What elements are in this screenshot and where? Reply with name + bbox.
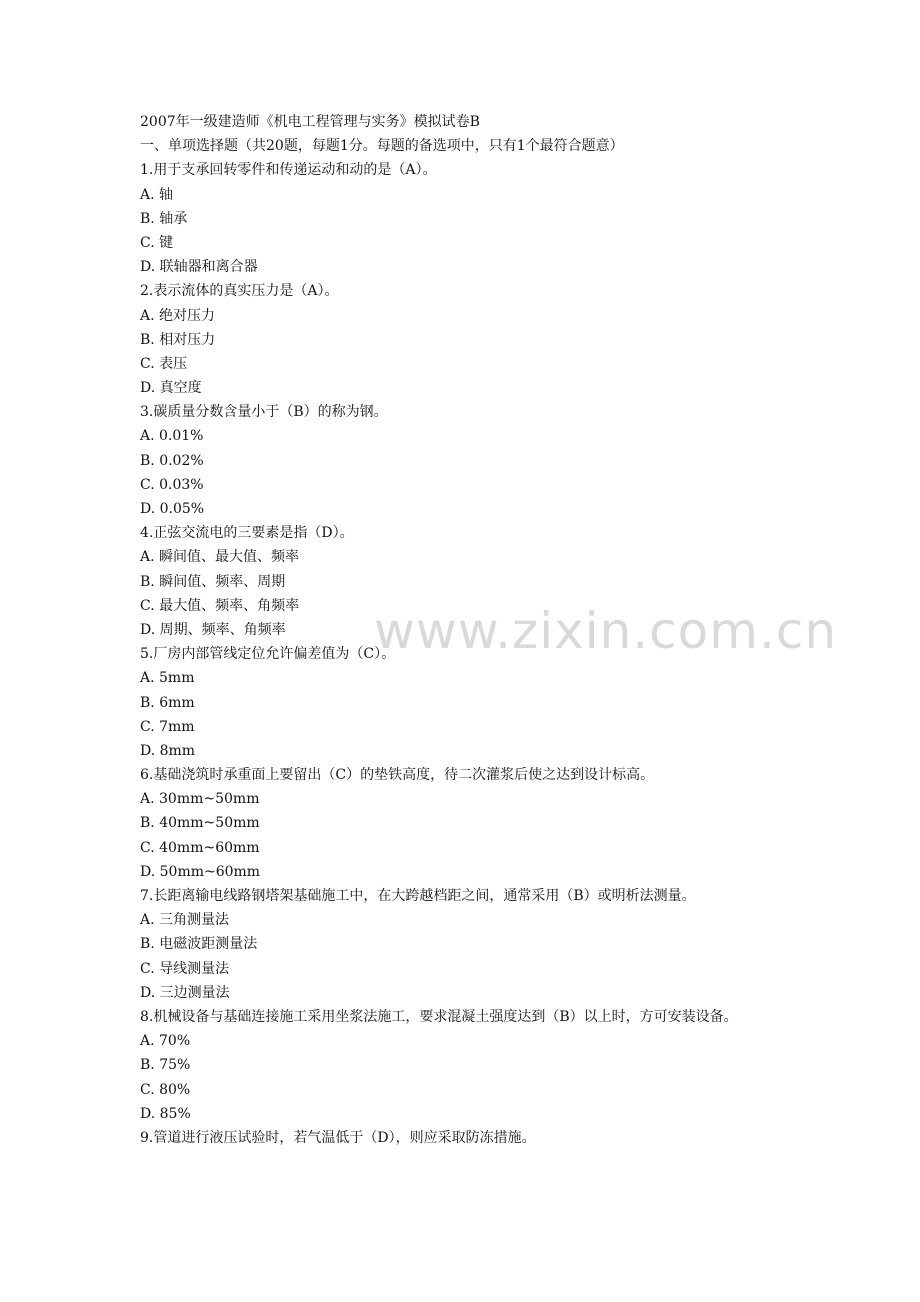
option-b: B. 40mm~50mm: [140, 815, 260, 832]
option-a: A. 三角测量法: [140, 912, 230, 929]
option-a: A. 70%: [140, 1033, 191, 1050]
option-b: B. 6mm: [140, 694, 195, 711]
option-a: A. 轴: [140, 186, 174, 203]
option-a: A. 绝对压力: [140, 307, 216, 324]
option-d: D. 真空度: [140, 380, 202, 397]
question-stem: 3.碳质量分数含量小于（B）的称为钢。: [140, 404, 388, 421]
option-d: D. 0.05%: [140, 501, 205, 517]
question-stem: 1.用于支承回转零件和传递运动和动的是（A）。: [140, 162, 437, 179]
option-d: D. 周期、频率、角频率: [140, 621, 286, 638]
question-stem: 8.机械设备与基础连接施工采用坐浆法施工，要求混凝土强度达到（B）以上时，方可安装设备。: [140, 1008, 738, 1025]
option-c: C. 80%: [140, 1081, 191, 1098]
option-a: A. 30mm~50mm: [140, 791, 260, 808]
option-b: B. 电磁波距测量法: [140, 936, 258, 953]
question-stem: 7.长距离输电线路钢塔架基础施工中，在大跨越档距之间，通常采用（B）或明析法测量。: [140, 888, 696, 904]
option-b: B. 相对压力: [140, 331, 216, 348]
section-heading: 一、单项选择题（共20题，每题1分。每题的备选项中，只有1个最符合题意）: [140, 138, 624, 155]
option-c: C. 表压: [140, 355, 188, 372]
question-stem: 5.厂房内部管线定位允许偏差值为（C）。: [140, 646, 396, 663]
option-a: A. 0.01%: [140, 428, 204, 445]
option-b: B. 0.02%: [140, 452, 204, 469]
option-b: B. 75%: [140, 1057, 191, 1074]
option-c: C. 40mm~60mm: [140, 839, 260, 856]
option-a: A. 5mm: [140, 670, 195, 687]
option-c: C. 键: [140, 234, 174, 251]
document-title: 2007年一级建造师《机电工程管理与实务》模拟试卷B: [140, 114, 480, 130]
option-d: D. 联轴器和离合器: [140, 259, 258, 276]
option-d: D. 8mm: [140, 742, 196, 759]
option-a: A. 瞬间值、最大值、频率: [140, 549, 300, 566]
option-d: D. 85%: [140, 1105, 191, 1122]
question-stem: 4.正弦交流电的三要素是指（D）。: [140, 525, 354, 542]
option-c: C. 7mm: [140, 718, 195, 735]
watermark: www.zixin.com.cn: [374, 602, 838, 660]
question-stem: 9.管道进行液压试验时，若气温低于（D），则应采取防冻措施。: [140, 1129, 536, 1146]
question-stem: 6.基础浇筑时承重面上要留出（C）的垫铁高度，待二次灌浆后使之达到设计标高。: [140, 767, 655, 784]
document-content: [140, 110, 790, 1150]
option-d: D. 50mm~60mm: [140, 863, 261, 880]
option-b: B. 轴承: [140, 210, 188, 227]
option-c: C. 0.03%: [140, 476, 204, 493]
option-c: C. 最大值、频率、角频率: [140, 597, 300, 614]
option-b: B. 瞬间值、频率、周期: [140, 573, 286, 590]
option-d: D. 三边测量法: [140, 984, 230, 1001]
question-stem: 2.表示流体的真实压力是（A）。: [140, 283, 339, 300]
option-c: C. 导线测量法: [140, 960, 230, 977]
